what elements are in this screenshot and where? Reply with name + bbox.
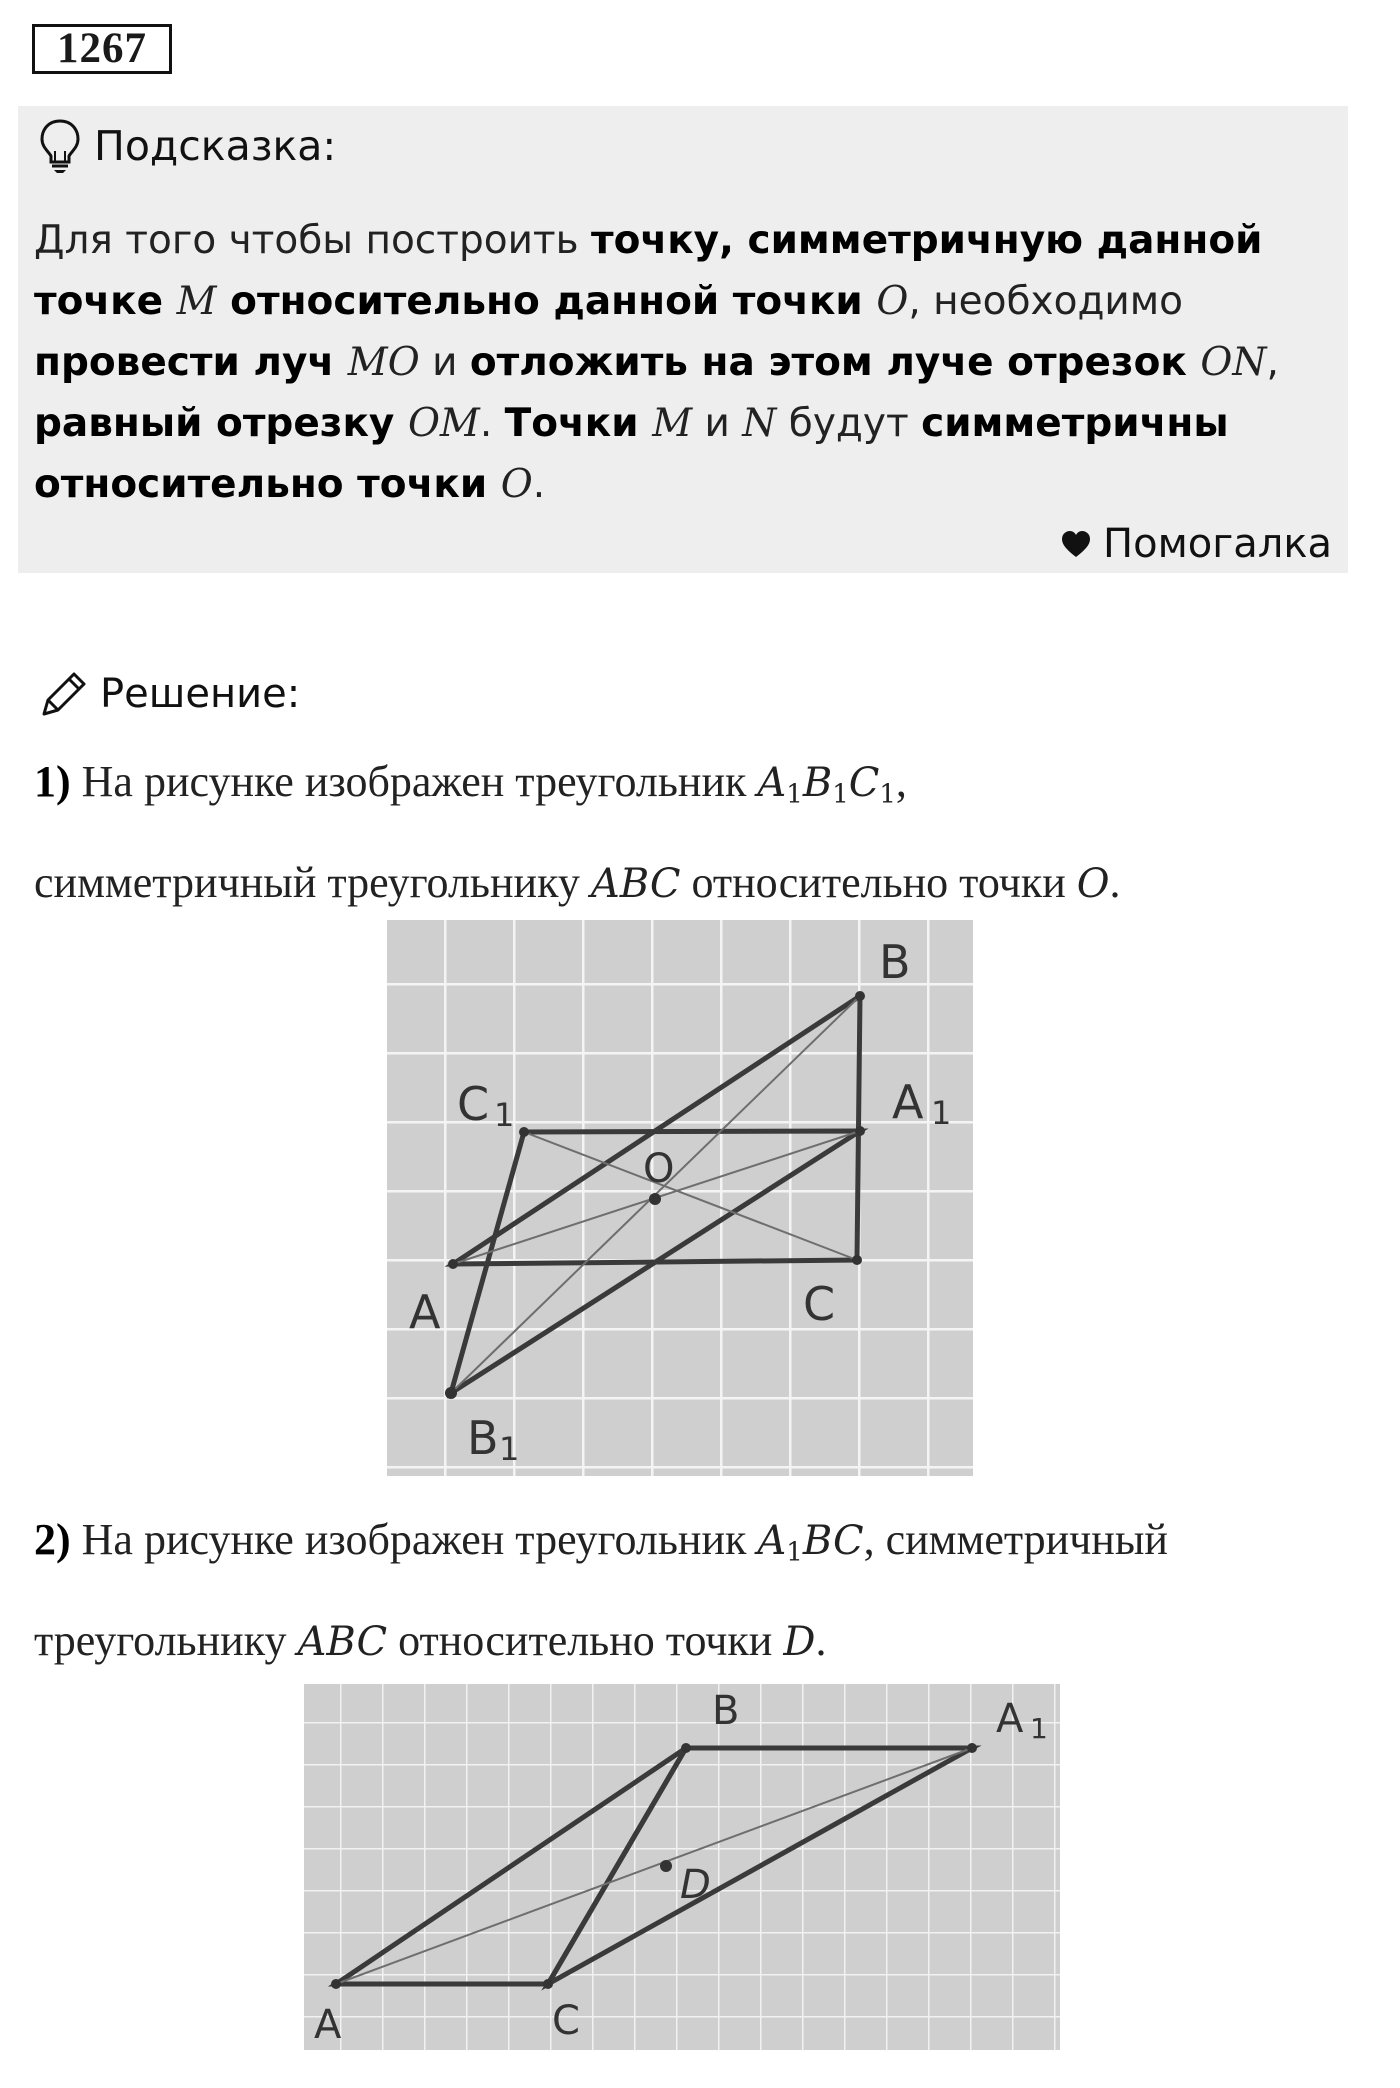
label-b1: B [467, 1411, 499, 1465]
hint-line [34, 454, 1324, 515]
label-a1: A [892, 1075, 924, 1129]
item-1-text-3: относительно точки [680, 857, 1077, 907]
hint-line [34, 210, 1324, 271]
hint-run: Точки [504, 401, 653, 446]
item-2-text-4: относительно точки [387, 1615, 784, 1665]
label-a: A [409, 1285, 441, 1339]
hint-run: , [1266, 340, 1279, 385]
label-b1-sub: 1 [499, 1430, 520, 1468]
hint-line [34, 271, 1324, 332]
label-c1-sub: 1 [494, 1096, 515, 1134]
solution-title-row [38, 664, 300, 724]
math-a1b1c1: $A_1B_1C_1$ [757, 760, 896, 810]
label-o: O [643, 1146, 675, 1192]
figure-2 [304, 1684, 1060, 2050]
math-abc: ABC [590, 860, 681, 907]
solution-item-1 [34, 738, 1354, 928]
solution-title: Решение: [100, 671, 301, 717]
hint-run: точке [34, 279, 177, 324]
item-1-number: 1) [34, 757, 71, 806]
hint-run: и [419, 340, 470, 385]
hint-run: , необходимо [908, 279, 1184, 324]
math-a1bc: $A_1BC$ [757, 1518, 864, 1568]
math-abc-2: ABC [297, 1618, 388, 1665]
task-number: 1267 [32, 24, 172, 74]
item-2-text-3: треугольнику [34, 1615, 298, 1665]
hint-run: и [692, 401, 743, 446]
math-symbol: O [500, 462, 533, 507]
math-symbol: N [742, 401, 777, 446]
math-symbol: O [876, 279, 909, 324]
item-2-text: На рисунке изображен треугольник [70, 1515, 758, 1564]
label-b: B [879, 935, 911, 989]
hint-run: относительно данной точки [216, 279, 877, 324]
hint-run: равный отрезку [34, 401, 408, 446]
math-point-d: D [783, 1618, 816, 1665]
item-1-punct: , [895, 757, 907, 806]
hint-run: относительно точки [34, 462, 501, 507]
hint-run: . [532, 462, 546, 507]
hint-run: будут [776, 401, 922, 446]
math-symbol: ON [1200, 340, 1267, 385]
hint-title-row [38, 118, 336, 174]
label-c: C [803, 1277, 836, 1331]
hint-run: отложить на этом луче отрезок [469, 340, 1201, 385]
math-symbol: M [652, 401, 693, 446]
credit [1061, 518, 1332, 570]
item-2-number: 2) [34, 1515, 71, 1564]
fig2-label-d: D [680, 1862, 711, 1908]
item-1-text: На рисунке изображен треугольник [70, 757, 758, 806]
hint-line [34, 332, 1324, 393]
hint-line [34, 393, 1324, 454]
pencil-icon [38, 668, 90, 720]
item-1-text-2: симметричный треугольнику [34, 857, 591, 907]
hint-title: Подсказка: [94, 122, 337, 170]
credit-label: Помогалка [1103, 521, 1332, 567]
item-1-end: . [1109, 857, 1121, 907]
math-point-o: O [1076, 860, 1110, 907]
figure-1-drawing [387, 920, 973, 1476]
math-symbol: M [176, 279, 217, 324]
solution-item-2 [34, 1496, 1354, 1686]
lightbulb-icon [38, 118, 82, 174]
fig2-label-b: B [712, 1688, 740, 1734]
fig2-label-a1-sub: 1 [1030, 1712, 1048, 1745]
item-2-text-2: , симметричный [863, 1515, 1168, 1564]
fig2-label-a: A [314, 2002, 342, 2048]
heart-icon [1061, 530, 1091, 558]
fig2-label-a1: A [996, 1696, 1024, 1742]
hint-run: . [479, 401, 505, 446]
hint-run: точку, симметричную данной [591, 218, 1263, 263]
math-symbol: OM [407, 401, 480, 446]
hint-text [34, 210, 1324, 515]
item-2-end: . [815, 1615, 827, 1665]
hint-run: симметричны [921, 401, 1229, 446]
hint-run: провести луч [34, 340, 348, 385]
label-a1-sub: 1 [931, 1094, 952, 1132]
figure-2-drawing [304, 1684, 1060, 2050]
math-symbol: MO [347, 340, 420, 385]
fig2-label-c: C [552, 1998, 580, 2044]
figure-1 [387, 920, 973, 1476]
hint-run: Для того чтобы построить [34, 218, 592, 263]
label-c1: C [457, 1077, 490, 1131]
